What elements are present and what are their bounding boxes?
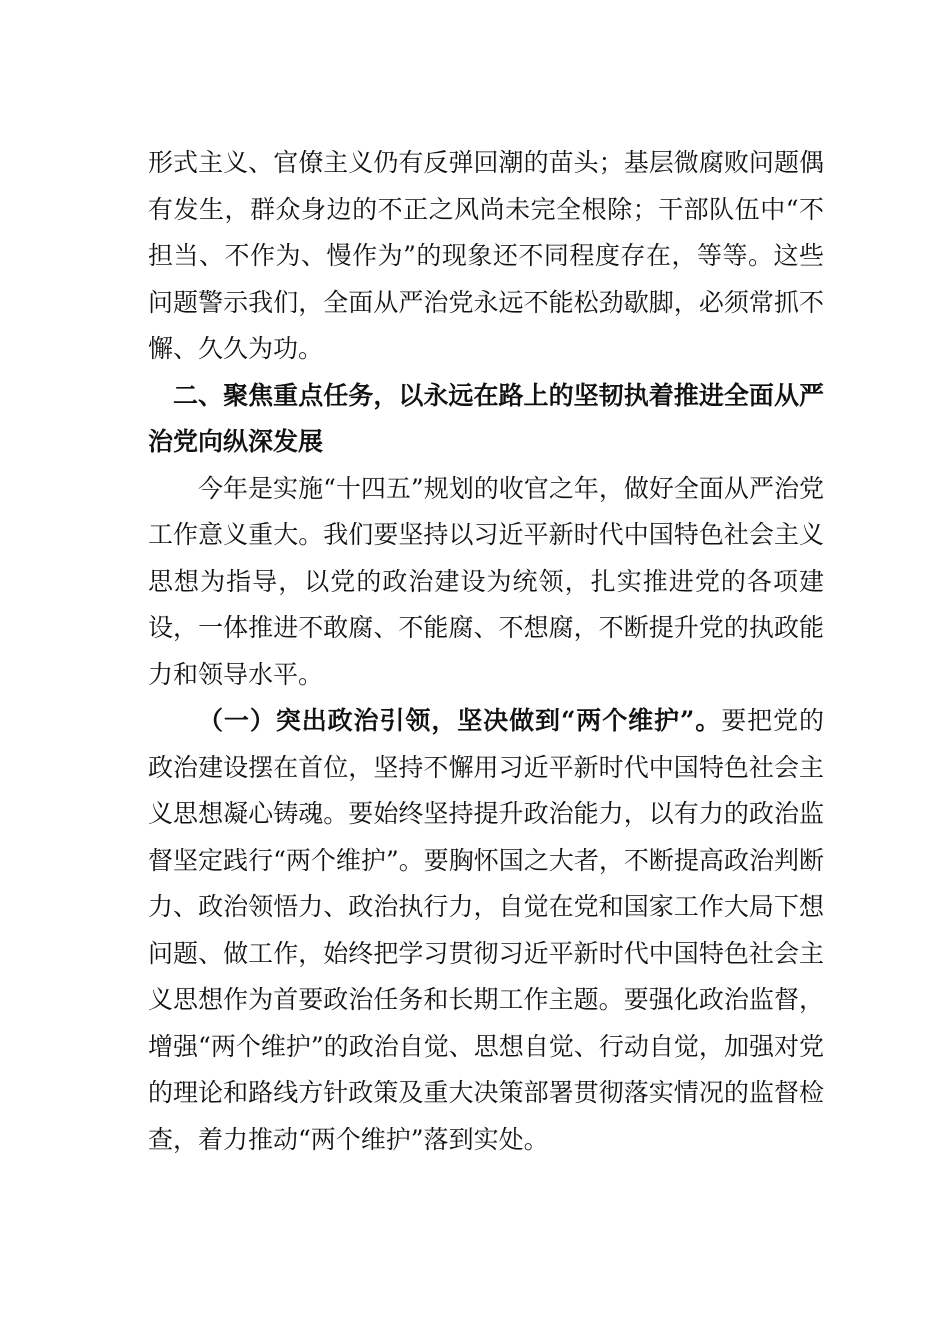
subsection-1 [148,698,824,1163]
section-heading: 二、聚焦重点任务，以永远在路上的坚韧执着推进全面从严治党向纵深发展 [148,380,824,456]
document-page [148,140,824,1163]
paragraph-2: 今年是实施“十四五”规划的收官之年，做好全面从严治党工作意义重大。我们要坚持以习近平新时代中国特色社会主义思想为指导，以党的政治建设为统领，扎实推进党的各项建设，一体推进不敢腐、不能腐、不想腐，不断提升党的执政能力和领导水平。 [148,473,824,689]
subsection-1-body: 要把党的政治建设摆在首位，坚持不懈用习近平新时代中国特色社会主义思想凝心铸魂。要始终坚持提升政治能力，以有力的政治监督坚定践行“两个维护”。要胸怀国之大者，不断提高政治判断力、政治领悟力、政治执行力，自觉在党和国家工作大局下想问题、做工作，始终把学习贯彻习近平新时代中国特色社会主义思想作为首要政治任务和长期工作主题。要强化政治监督，增强“两个维护”的政治自觉、思想自觉、行动自觉，加强对党的理论和路线方针政策及重大决策部署贯彻落实情况的监督检查，着力推动“两个维护”落到实处。 [148,706,824,1154]
paragraph-1: 形式主义、官僚主义仍有反弹回潮的苗头；基层微腐败问题偶有发生，群众身边的不正之风尚未完全根除；干部队伍中“不担当、不作为、慢作为”的现象还不同程度存在，等等。这些问题警示我们，全面从严治党永远不能松劲歇脚，必须常抓不懈、久久为功。 [148,148,824,363]
subsection-1-title: （一）突出政治引领，坚决做到“两个维护”。 [198,706,722,735]
